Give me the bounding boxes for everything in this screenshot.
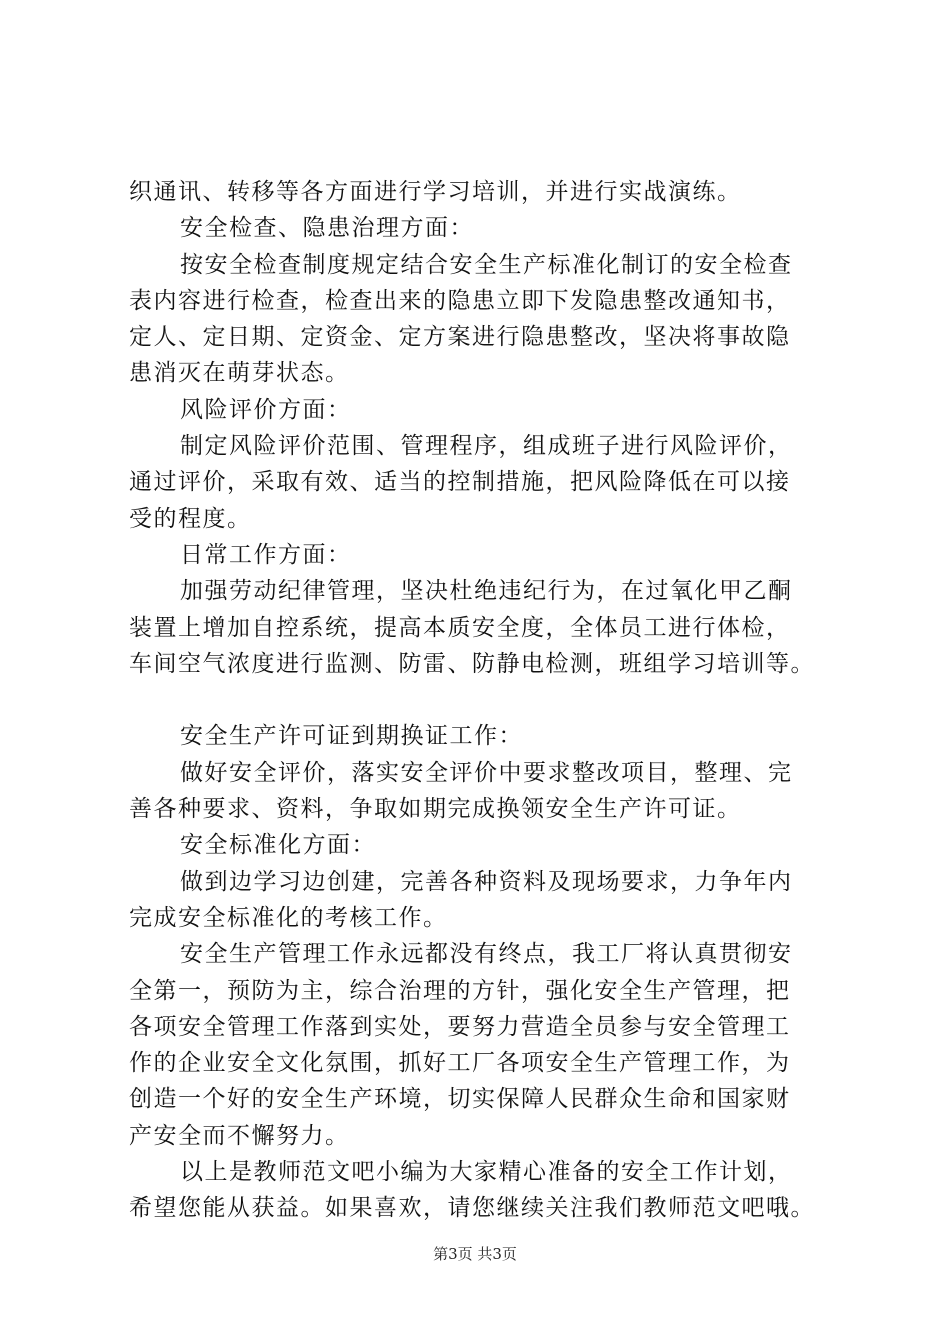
paragraph-line: 加强劳动纪律管理，坚决杜绝违纪行为，在过氧化甲乙酮 xyxy=(180,578,793,605)
paragraph-line: 制定风险评价范围、管理程序，组成班子进行风险评价， xyxy=(180,433,793,460)
paragraph-line: 完成安全标准化的考核工作。 xyxy=(129,904,448,931)
paragraph-line: 装置上增加自控系统，提高本质安全度，全体员工进行体检， xyxy=(129,614,791,641)
page-footer xyxy=(0,1244,950,1264)
page-number-label: 第3页 共3页 xyxy=(433,1245,517,1263)
section-heading: 日常工作方面： xyxy=(180,541,352,568)
section-heading: 风险评价方面： xyxy=(180,396,352,423)
paragraph-line: 以上是教师范文吧小编为大家精心准备的安全工作计划， xyxy=(180,1159,793,1186)
paragraph-line: 通过评价，采取有效、适当的控制措施，把风险降低在可以接 xyxy=(129,469,791,496)
paragraph-line: 希望您能从获益。如果喜欢，请您继续关注我们教师范文吧哦。 xyxy=(129,1195,815,1222)
paragraph-line: 做好安全评价，落实安全评价中要求整改项目，整理、完 xyxy=(180,759,793,786)
paragraph-line: 患消灭在萌芽状态。 xyxy=(129,360,350,387)
paragraph-line: 各项安全管理工作落到实处，要努力营造全员参与安全管理工 xyxy=(129,1013,791,1040)
paragraph-line: 善各种要求、资料，争取如期完成换领安全生产许可证。 xyxy=(129,796,742,823)
paragraph-line: 按安全检查制度规定结合安全生产标准化制订的安全检查 xyxy=(180,251,793,278)
section-heading: 安全标准化方面： xyxy=(180,832,376,859)
paragraph-line: 作的企业安全文化氛围，抓好工厂各项安全生产管理工作，为 xyxy=(129,1050,791,1077)
blank-line xyxy=(129,682,849,718)
paragraph-line: 表内容进行检查，检查出来的隐患立即下发隐患整改通知书， xyxy=(129,287,791,314)
paragraph-line: 全第一，预防为主，综合治理的方针，强化安全生产管理，把 xyxy=(129,977,791,1004)
paragraph-line: 做到边学习边创建，完善各种资料及现场要求，力争年内 xyxy=(180,868,793,895)
paragraph-line: 受的程度。 xyxy=(129,505,252,532)
document-body xyxy=(129,174,849,1227)
paragraph-line: 织通讯、转移等各方面进行学习培训，并进行实战演练。 xyxy=(129,179,742,205)
paragraph-line: 产安全而不懈努力。 xyxy=(129,1122,350,1149)
paragraph-line: 安全生产管理工作永远都没有终点，我工厂将认真贯彻安 xyxy=(180,941,793,968)
paragraph-line: 定人、定日期、定资金、定方案进行隐患整改，坚决将事故隐 xyxy=(129,324,791,351)
section-heading: 安全生产许可证到期换证工作： xyxy=(180,723,523,750)
section-heading: 安全检查、隐患治理方面： xyxy=(180,215,474,242)
paragraph-line: 车间空气浓度进行监测、防雷、防静电检测，班组学习培训等。 xyxy=(129,650,815,677)
paragraph-line: 创造一个好的安全生产环境，切实保障人民群众生命和国家财 xyxy=(129,1086,791,1113)
